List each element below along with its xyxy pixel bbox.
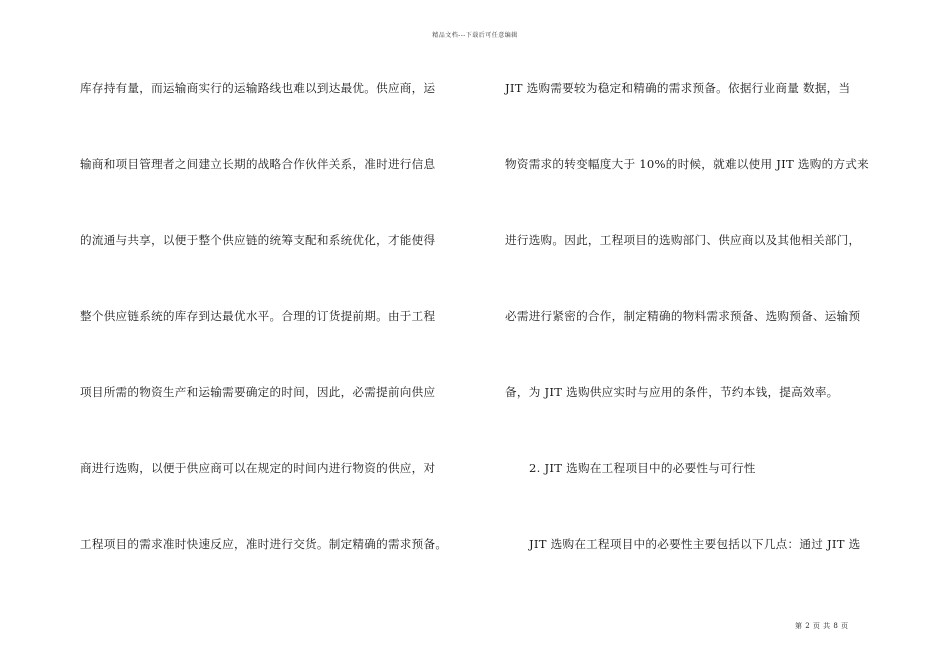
paragraph-line: 库存持有量，而运输商实行的运输路线也难以到达最优。供应商，运 [80, 81, 436, 95]
paragraph-line: 工程项目的需求准时快速反应，准时进行交货。制定精确的需求预备。 [80, 537, 448, 551]
paragraph-line: 进行选购。因此，工程项目的选购部门、供应商以及其他相关部门， [505, 233, 861, 247]
page-header: 精品文档---下载后可任意编辑 [432, 32, 518, 39]
paragraph-line: 物资需求的转变幅度大于 10%的时候，就难以使用 JIT 选购的方式来 [505, 157, 869, 171]
paragraph-line: 整个供应链系统的库存到达最优水平。合理的订货提前期。由于工程 [80, 309, 436, 323]
page-number: 第 2 页 共 8 页 [795, 622, 849, 630]
paragraph-line: 备，为 JIT 选购供应实时与应用的条件，节约本钱，提高效率。 [505, 385, 839, 399]
paragraph-line: 的流通与共享，以便于整个供应链的统筹支配和系统优化，才能使得 [80, 233, 436, 247]
right-column [505, 78, 890, 610]
section-heading: 2. JIT 选购在工程项目中的必要性与可行性 [529, 461, 756, 475]
paragraph-line: 商进行选购，以便于供应商可以在规定的时间内进行物资的供应，对 [80, 461, 436, 475]
paragraph-line: JIT 选购需要较为稳定和精确的需求预备。依据行业商量 数据，当 [505, 81, 851, 95]
paragraph-line: JIT 选购在工程项目中的必要性主要包括以下几点：通过 JIT 选 [529, 537, 861, 551]
paragraph-line: 项目所需的物资生产和运输需要确定的时间，因此，必需提前向供应 [80, 385, 436, 399]
paragraph-line: 输商和项目管理者之间建立长期的战略合作伙伴关系，准时进行信息 [80, 157, 436, 171]
left-column [80, 78, 480, 610]
paragraph-line: 必需进行紧密的合作，制定精确的物料需求预备、选购预备、运输预 [505, 309, 861, 323]
